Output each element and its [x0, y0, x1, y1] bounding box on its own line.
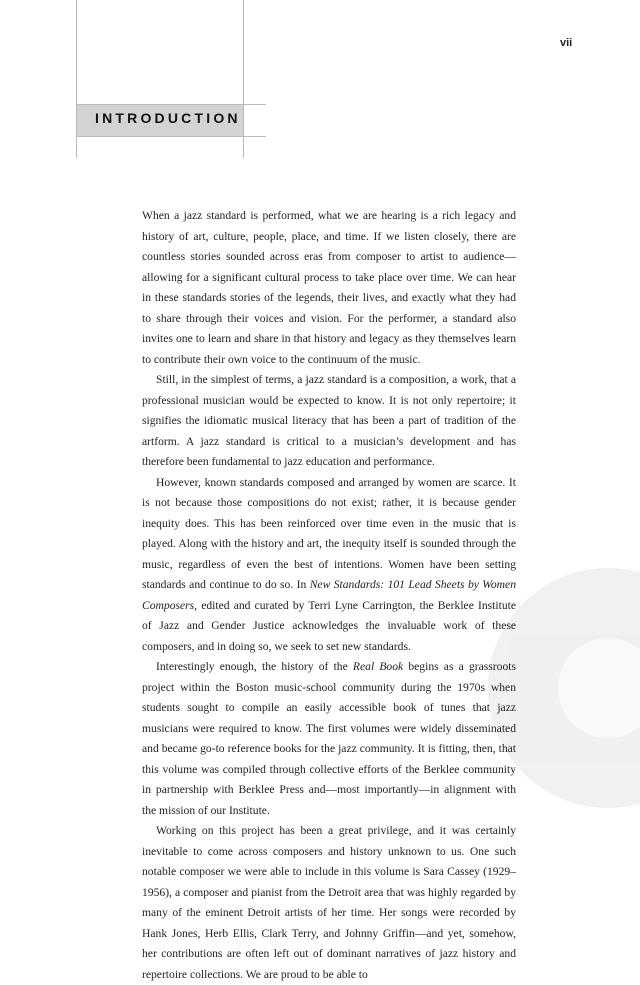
paragraph-5: Working on this project has been a great privilege, and it was certainly inevitable to come across composers and history unknown to us. One such notable composer we were able to include in this volume is Sara Cassey (1929–1956), a composer and pianist from the Detroit area that was highly regarded by many of the eminent Detroit artists of her time. Her songs were recorded by Hank Jones, Herb Ellis, Clark Terry, and Johnny Griffin—and yet, somehow, her contributions are often left out of dominant narratives of jazz history and repertoire collections. We are proud to be able to	[142, 824, 516, 981]
page-number: vii	[560, 37, 573, 49]
paragraph-3-text-start: However, known standards composed and arranged by women are scarce. It is not because those compositions do not exist; rather, it is because gender inequity does. This has been reinforced over time even in the music that is played. Along with the history and art, the inequity itself is sounded through the music, regardless of even the best of intentions. Women have been setting standards and continue to do so. In	[142, 475, 516, 591]
book-title-real-book: Real Book	[352, 660, 404, 673]
paragraph-1: When a jazz standard is performed, what we are hearing is a rich legacy and history of art, culture, people, place, and time. If we listen closely, there are countless stories sounded across eras from composer to artist to audience—allowing for a significant cultural process to take place over time. We can hear in these standards stories of the legends, their lives, and exactly what they had to share through their voices and vision. For the performer, a standard also invites one to learn and share in that history and legacy as they themselves learn to contribute their own voice to the continuum of the music.	[142, 209, 516, 366]
frame-rule-bottom	[76, 136, 266, 137]
page-title: INTRODUCTION	[95, 110, 241, 126]
paragraph-4-text-start: Interestingly enough, the history of the	[156, 660, 353, 673]
book-title-new-standards: New Standards: 101 Lead Sheets by Women Composers,	[142, 578, 516, 612]
paragraph-4-text-end: begins as a grassroots project within the Boston music-school community during the 1970s when students sought to compile an easily accessible book of tunes that jazz musicians were required to know. The first volumes were widely disseminated and became go-to reference books for the jazz community. It is fitting, then, that this volume was compiled through collective efforts of the Berklee community in partnership with Berklee Press and—most importantly—in alignment with the mission of our Institute.	[142, 660, 516, 817]
body-text	[142, 206, 516, 985]
paragraph-4	[142, 657, 516, 821]
paragraph-3-text-end: edited and curated by Terri Lyne Carrington, the Berklee Institute of Jazz and Gender Justice acknowledges the invaluable work of these composers, and in doing so, we seek to set new standards.	[142, 598, 516, 653]
paragraph-3	[142, 473, 516, 658]
paragraph-2: Still, in the simplest of terms, a jazz standard is a composition, a work, that a professional musician would be expected to know. It is not only repertoire; it signifies the idiomatic musical literacy that has been a part of tradition of the artform. A jazz standard is critical to a musician’s development and has therefore been fundamental to jazz education and performance.	[142, 373, 516, 468]
frame-rule-right	[243, 0, 244, 158]
